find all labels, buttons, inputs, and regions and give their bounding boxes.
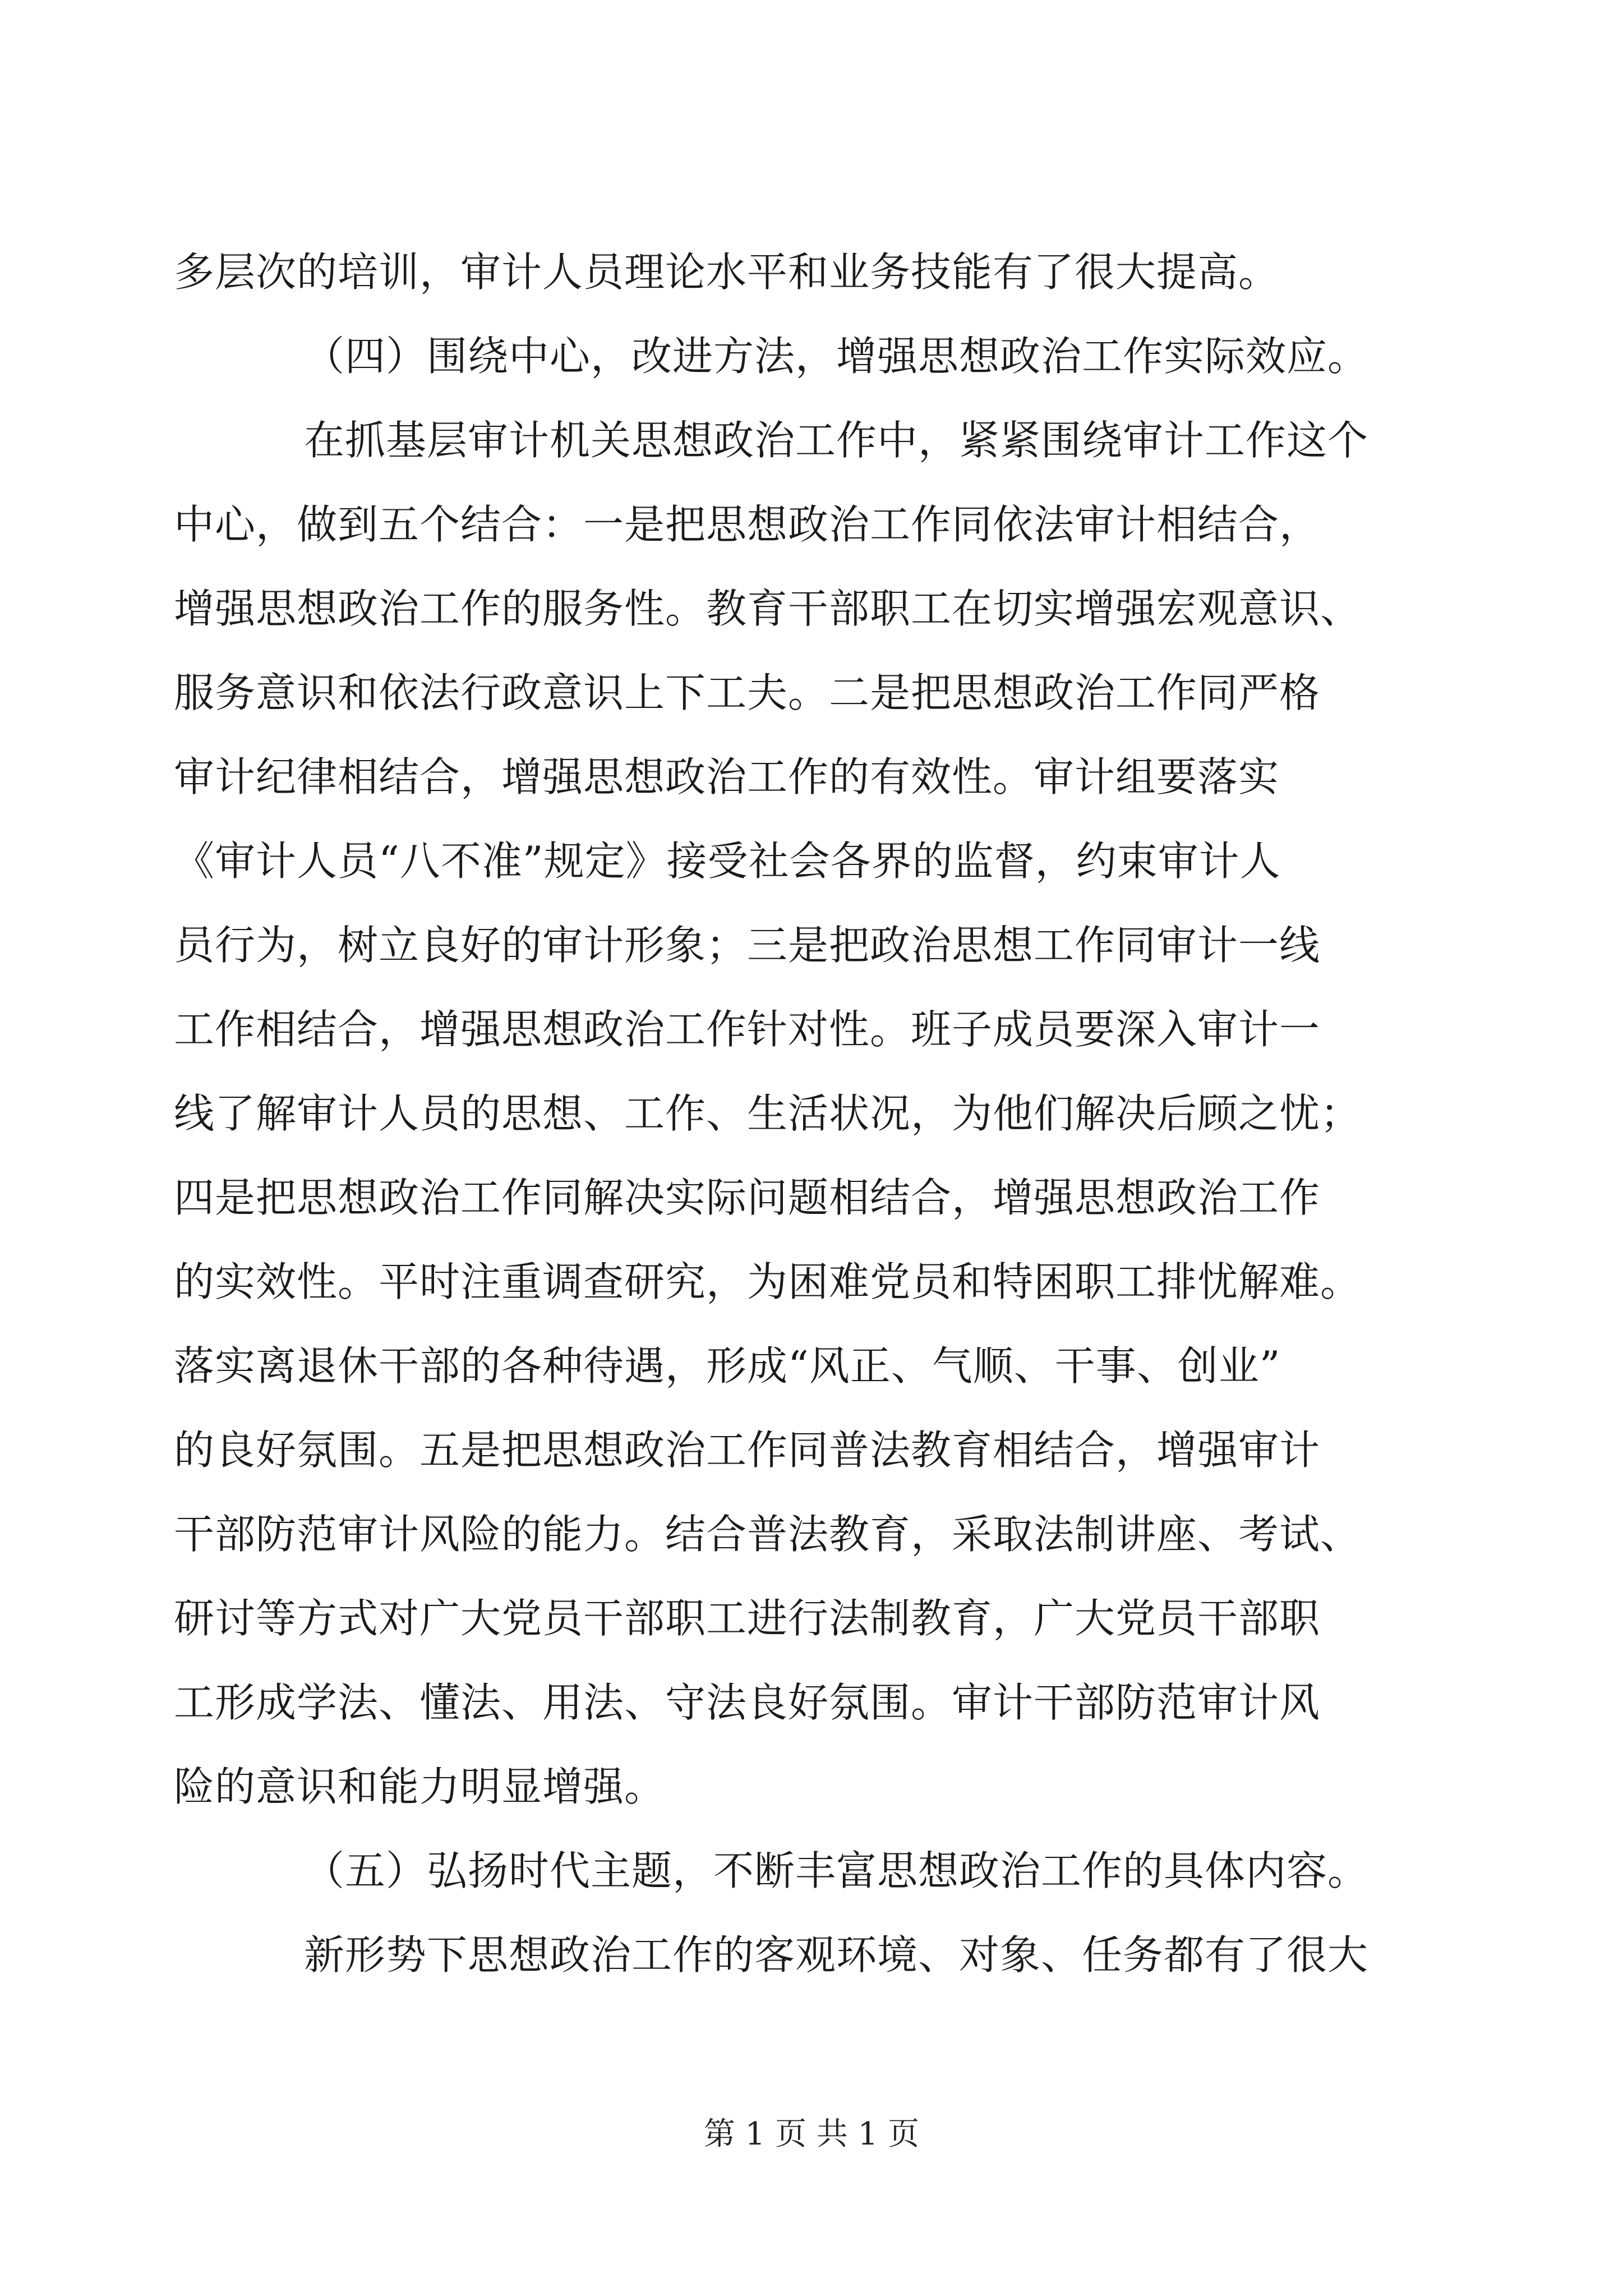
text-line: 多层次的培训，审计人员理论水平和业务技能有了很大提高。 <box>174 249 1280 296</box>
text-line: 干部防范审计风险的能力。结合普法教育，采取法制讲座、考试、 <box>174 1511 1362 1558</box>
text-line: 服务意识和依法行政意识上下工夫。二是把思想政治工作同严格 <box>174 669 1321 716</box>
text-line: 的良好氛围。五是把思想政治工作同普法教育相结合，增强审计 <box>174 1427 1321 1474</box>
text-line: 四是把思想政治工作同解决实际问题相结合，增强思想政治工作 <box>174 1174 1321 1221</box>
text-line: 落实离退休干部的各种待遇，形成“风正、气顺、干事、创业” <box>174 1342 1281 1389</box>
text-line: 在抓基层审计机关思想政治工作中，紧紧围绕审计工作这个 <box>304 417 1369 464</box>
text-line: 险的意识和能力明显增强。 <box>174 1763 666 1810</box>
page-number-footer: 第 1 页 共 1 页 <box>703 2116 920 2152</box>
text-line: 中心，做到五个结合：一是把思想政治工作同依法审计相结合， <box>174 501 1321 548</box>
text-line: 员行为，树立良好的审计形象；三是把政治思想工作同审计一线 <box>174 922 1321 969</box>
text-line: 线了解审计人员的思想、工作、生活状况，为他们解决后顾之忧； <box>174 1090 1362 1137</box>
text-line: 增强思想政治工作的服务性。教育干部职工在切实增强宏观意识、 <box>174 585 1362 632</box>
text-line: 研讨等方式对广大党员干部职工进行法制教育，广大党员干部职 <box>174 1595 1321 1642</box>
text-line: 《审计人员“八不准”规定》接受社会各界的监督，约束审计人 <box>174 838 1281 885</box>
text-line: 审计纪律相结合，增强思想政治工作的有效性。审计组要落实 <box>174 753 1280 800</box>
text-line: 的实效性。平时注重调查研究，为困难党员和特困职工排忧解难。 <box>174 1258 1362 1305</box>
text-line: 工形成学法、懂法、用法、守法良好氛围。审计干部防范审计风 <box>174 1679 1321 1726</box>
section-heading-4: （四）围绕中心，改进方法，增强思想政治工作实际效应。 <box>304 333 1369 380</box>
text-line: 工作相结合，增强思想政治工作针对性。班子成员要深入审计一 <box>174 1006 1321 1053</box>
section-heading-5: （五）弘扬时代主题，不断丰富思想政治工作的具体内容。 <box>304 1847 1369 1894</box>
text-line: 新形势下思想政治工作的客观环境、对象、任务都有了很大 <box>304 1931 1369 1978</box>
